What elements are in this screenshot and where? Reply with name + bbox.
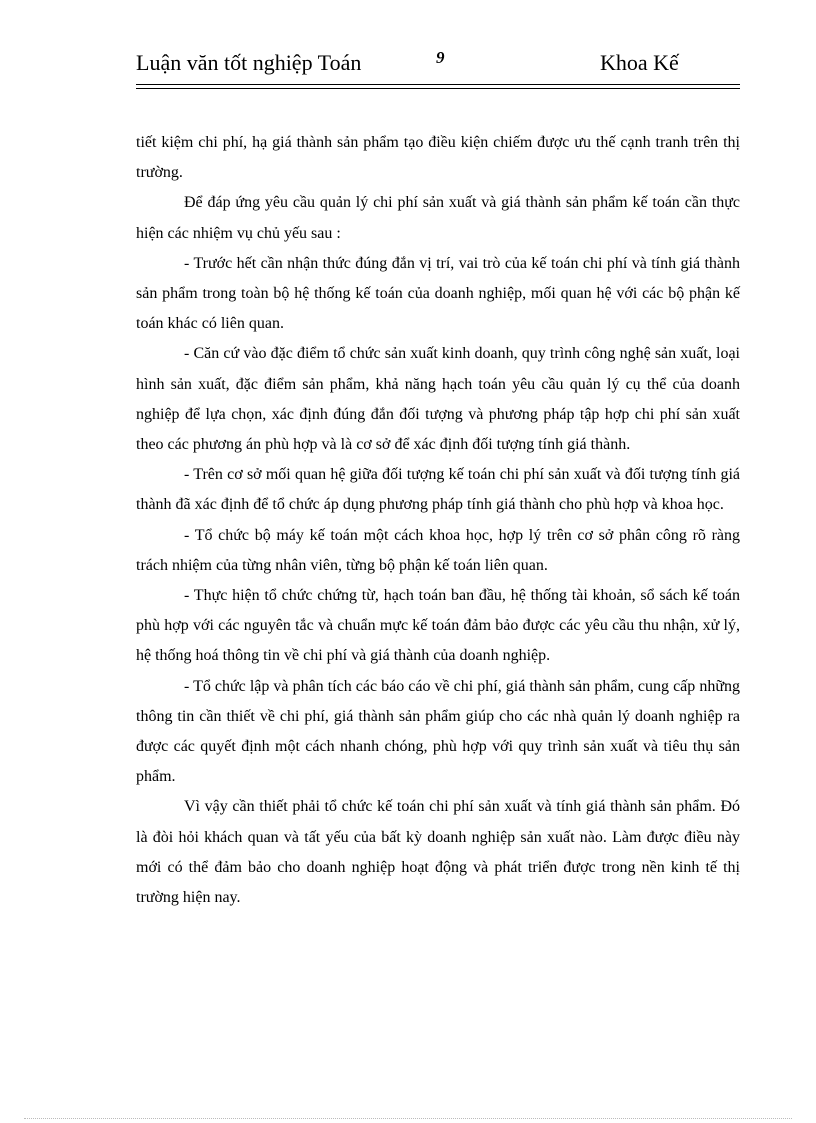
paragraph: - Tổ chức bộ máy kế toán một cách khoa học, hợp lý trên cơ sở phân công rõ ràng trách nhiệm của từng nhân viên, từng bộ phận kế toán liên quan. [136, 526, 740, 574]
paragraph: Vì vậy cần thiết phải tổ chức kế toán chi phí sản xuất và tính giá thành sản phẩm. Đó là đòi hỏi khách quan và tất yếu của bất kỳ doanh nghiệp sản xuất nào. Làm được điều này mới có thể đảm bảo cho doanh nghiệp hoạt động và phát triển được trong nền kinh tế thị trường hiện nay. [136, 798, 740, 907]
paragraph: - Tổ chức lập và phân tích các báo cáo về chi phí, giá thành sản phẩm, cung cấp những thông tin cần thiết về chi phí, giá thành sản phẩm giúp cho các nhà quản lý doanh nghiệp ra được các quyết định một cách nhanh chóng, phù hợp với quy trình sản xuất và tiêu thụ sản phẩm. [136, 677, 740, 786]
paragraph: - Trên cơ sở mối quan hệ giữa đối tượng kế toán chi phí sản xuất và đối tượng tính giá thành đã xác định để tổ chức áp dụng phương pháp tính giá thành cho phù hợp và khoa học. [136, 466, 740, 514]
header-left-title: Luận văn tốt nghiệp Toán [136, 50, 362, 75]
header-rule-bottom [136, 88, 740, 89]
paragraph: tiết kiệm chi phí, hạ giá thành sản phẩm tạo điều kiện chiếm được ưu thế cạnh tranh trên thị trường. [136, 134, 740, 182]
header-rule-top [136, 84, 740, 85]
page-number: 9 [436, 48, 445, 67]
paragraph: - Trước hết cần nhận thức đúng đắn vị trí, vai trò của kế toán chi phí và tính giá thành sản phẩm trong toàn bộ hệ thống kế toán của doanh nghiệp, mối quan hệ với các bộ phận kế toán khác có liên quan. [136, 254, 740, 333]
header-right-title: Khoa Kế [600, 50, 679, 75]
paragraph: - Thực hiện tổ chức chứng từ, hạch toán ban đầu, hệ thống tài khoản, sổ sách kế toán phù hợp với các nguyên tắc và chuẩn mực kế toán đảm bảo được các yêu cầu thu nhận, xử lý, hệ thống hoá thông tin về chi phí và giá thành của doanh nghiệp. [136, 587, 740, 665]
body-text [136, 128, 740, 913]
paragraph: Để đáp ứng yêu cầu quản lý chi phí sản xuất và giá thành sản phẩm kế toán cần thực hiện các nhiệm vụ chủ yếu sau : [136, 194, 740, 242]
page-bottom-border [24, 1118, 792, 1119]
paragraph: - Căn cứ vào đặc điểm tổ chức sản xuất kinh doanh, quy trình công nghệ sản xuất, loại hình sản xuất, đặc điểm sản phẩm, khả năng hạch toán yêu cầu quản lý cụ thể của doanh nghiệp để lựa chọn, xác định đúng đắn đối tượng và phương pháp tập hợp chi phí sản xuất theo các phương án phù hợp và là cơ sở để xác định đối tượng tính giá thành. [136, 345, 740, 454]
